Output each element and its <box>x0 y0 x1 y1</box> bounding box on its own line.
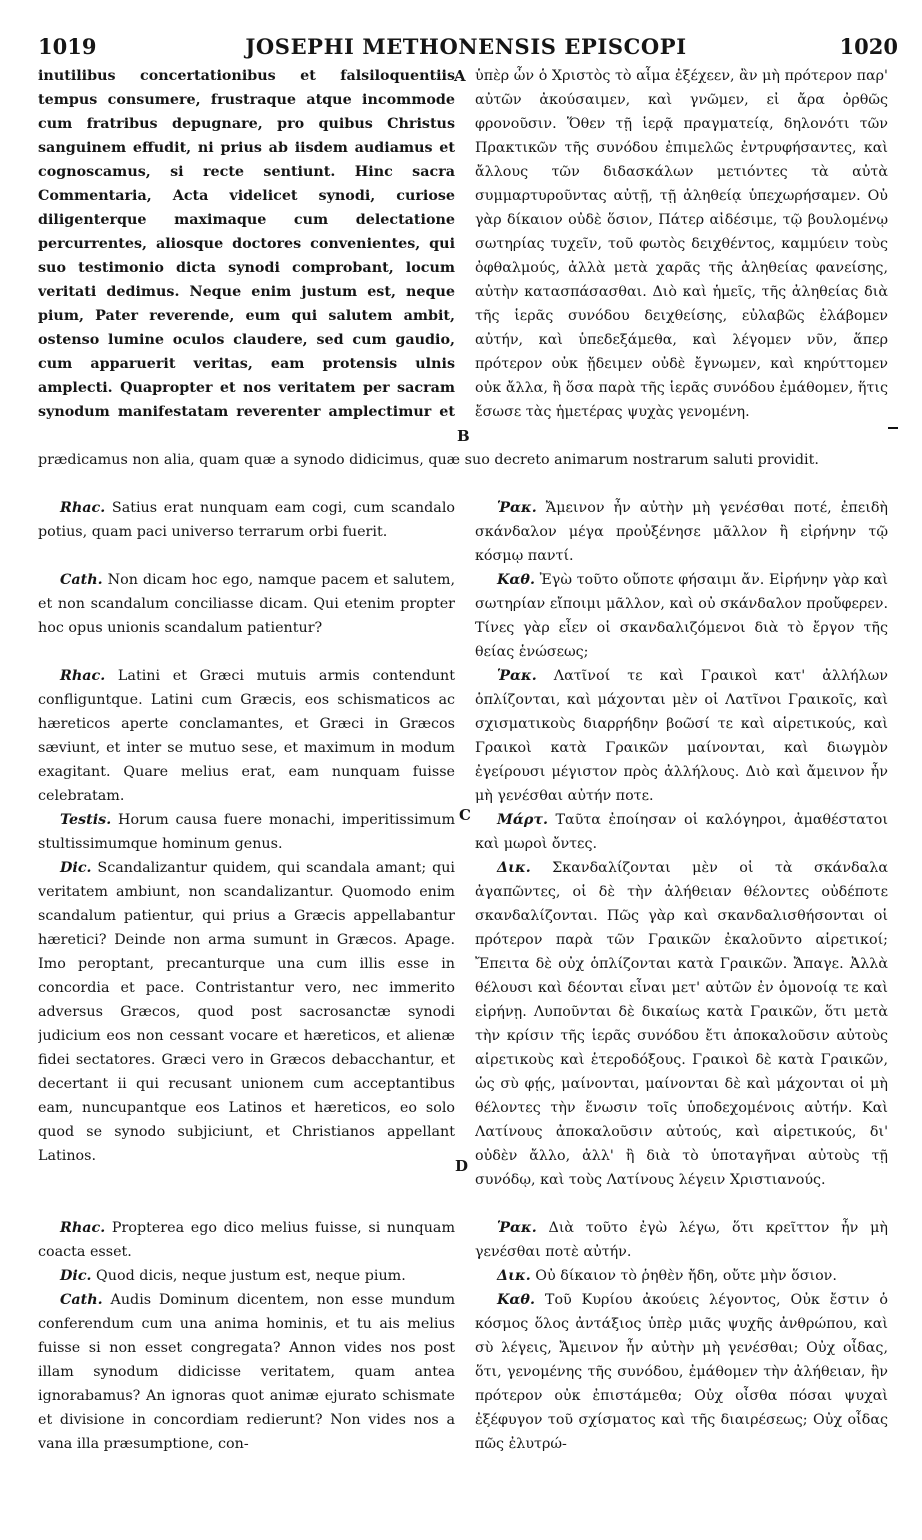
speech-text: Λατῖνοί τε καὶ Γραικοὶ κατ' ἀλλήλων ὁπλίζονται, καὶ μάχονται μὲν οἱ Λατῖνοι Γραικοῖς, καὶ σχισματικοὺς διαρρήδην βοῶσί τε καὶ αἱρετικούς, καὶ Γραικοὶ κατὰ Γραικῶν μαίνονται, καὶ διωγμὸν ἐγείρουσι μέγιστον πρὸς ἀλλήλους. Διὸ καὶ ἄμεινον ἦν μὴ γενέσθαι αὐτήν ποτε. <box>475 668 888 804</box>
latin-speech <box>38 496 455 544</box>
speech-text: Latini et Græci mutuis armis contendunt confliguntque. Latini cum Græcis, eos schismaticos ac hæreticos aperte conclamantes, et Græci in Græcos sæviunt, et inter se mutuo sese, et maximum in modum exagitant. Quare melius erat, eam nunquam fuisse celebratam. <box>38 668 455 804</box>
speech-text: Σκανδαλίζονται μὲν οἱ τὰ σκάνδαλα ἀγαπῶντες, οἱ δὲ τὴν ἀλήθειαν θέλοντες οὐδέποτε σκανδαλίζονται. Πῶς γὰρ καὶ σκανδαλισθήσονται οἱ πρότερον παρὰ τῶν Γραικῶν ἐκαλοῦντο αἱρετικοί; Ἔπειτα δὲ οὐχ ὁπλίζονται κατὰ Γραικῶν. Ἄπαγε. Ἀλλὰ θέλουσι καὶ δέονται εἶναι μετ' αὐτῶν ἐν ὁμονοίᾳ τε καὶ εἰρήνῃ. Λυποῦνται δὲ δικαίως κατὰ Γραικῶν, ὅτι μετὰ τὴν κρίσιν τῆς ἱερᾶς συνόδου ἔτι ἀποκαλοῦσιν αὐτοὺς αἱρετικοὺς καὶ ἑτεροδόξους. Γραικοὶ δὲ κατὰ Γραικῶν, ὡς σὺ φῄς, μαίνονται, μαίνονται δὲ καὶ μάχονται οἱ μὴ θέλοντες τὴν ἕνωσιν τοῖς ὑποδεχομένοις αὐτήν. Καὶ Λατίνους ἀποκαλοῦσιν αὐτούς, καὶ αἱρετικούς, δι' οὐδὲν ἄλλο, ἀλλ' ἢ διὰ τὸ ὑποταγῆναι αὐτοὺς τῇ συνόδῳ, καὶ τοὺς Λατίνους λέγειν Χριστιανούς. <box>475 860 888 1188</box>
speaker-label: Rhac. <box>60 1220 106 1236</box>
full-width-line: prædicamus non alia, quam quæ a synodo didicimus, quæ suo decreto animarum nostrarum saluti providit. <box>38 452 819 468</box>
speaker-label: Rhac. <box>60 500 106 516</box>
speech-text: Propterea ego dico melius fuisse, si nunquam coacta esset. <box>38 1220 455 1260</box>
margin-letter-a: A <box>454 67 466 85</box>
latin-speech <box>38 664 455 808</box>
greek-speech <box>475 1264 888 1288</box>
margin-letter-c: C <box>459 806 471 824</box>
speaker-label: Rhac. <box>60 668 106 684</box>
page-number-right: 1020 <box>839 34 898 59</box>
speaker-label: Dic. <box>60 1268 92 1284</box>
speech-text: Audis Dominum dicentem, non esse mundum conferendum cum una anima hominis, et tu ais melius fuisse si non esset congregata? Annon vides nos post illam synodum didicisse veritatem, quam antea ignorabamus? An ignoras quot animæ ejurato schismate et divisione in concordiam redierunt? Non vides nos a vana illa præsumptione, con- <box>38 1292 455 1452</box>
speaker-label: Δικ. <box>497 1268 531 1284</box>
speaker-label: Μάρτ. <box>497 812 548 828</box>
speech-text: Ἐγὼ τοῦτο οὔποτε φήσαιμι ἄν. Εἰρήνην γὰρ καὶ σωτηρίαν εἴποιμι μᾶλλον, καὶ οὐ σκάνδαλον προὔφερεν. Τίνες γὰρ εἶεν οἱ σκανδαλιζόμενοι διὰ τὸ ἔργον τῆς θείας ἑνώσεως; <box>475 572 888 660</box>
speech-text: Ἄμεινον ἦν αὐτὴν μὴ γενέσθαι ποτέ, ἐπειδὴ σκάνδαλον μέγα προὐξένησε μᾶλλον ἢ εἰρήνην τῷ κόσμῳ παντί. <box>475 500 888 564</box>
speaker-label: Cath. <box>60 1292 103 1308</box>
greek-dialogue-column <box>475 496 888 1506</box>
greek-intro-paragraph: ὑπὲρ ὧν ὁ Χριστὸς τὸ αἷμα ἐξέχεεν, ἂν μὴ πρότερον παρ' αὐτῶν ἀκούσαιμεν, καὶ γνῶμεν, εἰ ἄρα ὀρθῶς φρονοῦσιν. Ὅθεν τῇ ἱερᾷ πραγματείᾳ, δηλονότι τῶν Πρακτικῶν τῆς συνόδου ἐπιμελῶς ἐντρυφήσαντες, καὶ ἄλλους τῶν διδασκάλων μετιόντες τὰ αὐτὰ συμμαρτυροῦντας αὐτῇ, τῇ ἀληθείᾳ ὑπεχωρήσαμεν. Οὐ γὰρ δίκαιον οὐδὲ ὅσιον, Πάτερ αἰδέσιμε, τῷ βουλομένῳ σωτηρίας τυχεῖν, τοῦ φωτὸς δειχθέντος, καμμύειν τοὺς ὀφθαλμούς, ἀλλὰ μετὰ χαρᾶς τῆς ἀληθείας φανείσης, αὐτὴν κατασπάσασθαι. Διὸ καὶ ἡμεῖς, τῆς ἀληθείας διὰ τῆς ἱερᾶς συνόδου δειχθείσης, εὐλαβῶς ἐλάβομεν αὐτήν, καὶ ὑπεδεξάμεθα, καὶ λέγομεν νῦν, ἅπερ πρότερον οὐκ ᾔδειμεν οὐδὲ ἔγνωμεν, καὶ κηρύττομεν οὐκ ἄλλα, ἢ ὅσα παρὰ τῆς ἱερᾶς συνόδου ἐμάθομεν, ἥτις ἔσωσε τὰς ἡμετέρας ψυχὰς γενομένη. <box>475 68 888 420</box>
page-number-left: 1019 <box>38 34 97 59</box>
greek-speech <box>475 496 888 568</box>
speaker-label: Dic. <box>60 860 92 876</box>
latin-speech <box>38 1264 455 1288</box>
greek-speech <box>475 568 888 664</box>
latin-speech <box>38 808 455 856</box>
latin-speech <box>38 1288 455 1456</box>
scan-mark <box>888 427 898 429</box>
speech-text: Quod dicis, neque justum est, neque pium. <box>91 1268 406 1284</box>
speaker-label: Cath. <box>60 572 103 588</box>
running-title: JOSEPHI METHONENSIS EPISCOPI <box>245 34 687 59</box>
speech-text: Horum causa fuere monachi, imperitissimum stultissimumque hominum genus. <box>38 812 455 852</box>
speaker-label: Ῥακ. <box>497 500 537 516</box>
greek-speech <box>475 1288 888 1456</box>
speech-text: Ταῦτα ἐποίησαν οἱ καλόγηροι, ἀμαθέστατοι καὶ μωροὶ ὄντες. <box>475 812 888 852</box>
page-header <box>30 30 902 64</box>
latin-speech <box>38 568 455 640</box>
greek-speech <box>475 808 888 856</box>
speaker-label: Ῥακ. <box>497 1220 537 1236</box>
greek-speech <box>475 1216 888 1264</box>
speaker-label: Testis. <box>60 812 112 828</box>
margin-letter-d: D <box>455 1157 469 1175</box>
speaker-label: Καθ. <box>497 572 535 588</box>
latin-intro-paragraph: inutilibus concertationibus et falsiloquentiis tempus consumere, frustraque atque incommode cum fratribus depugnare, pro quibus Christus sanguinem effudit, ni prius ab iisdem audiamus et cognoscamus, si recte sentiunt. Hinc sacra Commentaria, Acta videlicet synodi, curiose diligenterque maximaque cum delectatione percurrentes, aliosque doctores convenientes, qui suo testimonio dicta synodi comprobant, locum veritati dedimus. Neque enim justum est, neque pium, Pater reverende, eum qui salutem ambit, ostenso lumine oculos claudere, sed cum gaudio, cum apparuerit veritas, eam protensis ulnis amplecti. Quapropter et nos veritatem per sacram synodum manifestatam reverenter amplectimur et <box>38 68 455 420</box>
speech-text: Τοῦ Κυρίου ἀκούεις λέγοντος, Οὐκ ἔστιν ὁ κόσμος ὅλος ἀντάξιος ὑπὲρ μιᾶς ψυχῆς ἀνθρώπου, καὶ σὺ λέγεις, Ἄμεινον ἦν αὐτὴν μὴ γενέσθαι; Οὐχ οἶδας, ὅτι, γενομένης τῆς συνόδου, ἐμάθομεν τὴν ἀλήθειαν, ἣν πρότερον οὐκ ἐπιστάμεθα; Οὐχ οἶσθα πόσαι ψυχαὶ ἐξέφυγον τοῦ σχίσματος καὶ τῆς διαιρέσεως; Οὐχ οἶδας πῶς ἐλυτρώ- <box>475 1292 888 1452</box>
latin-speech <box>38 856 455 1168</box>
speech-text: Οὐ δίκαιον τὸ ῥηθὲν ἤδη, οὔτε μὴν ὅσιον. <box>530 1268 837 1284</box>
speaker-label: Καθ. <box>497 1292 535 1308</box>
speech-text: Satius erat nunquam eam cogi, cum scandalo potius, quam paci universo terrarum orbi fuerit. <box>38 500 455 540</box>
greek-speech <box>475 856 888 1192</box>
margin-letter-b: B <box>457 427 470 445</box>
speaker-label: Ῥακ. <box>497 668 537 684</box>
speech-text: Διὰ τοῦτο ἐγὼ λέγω, ὅτι κρεῖττον ἦν μὴ γενέσθαι ποτὲ αὐτήν. <box>475 1220 888 1260</box>
speaker-label: Δικ. <box>497 860 531 876</box>
latin-dialogue-column <box>38 496 455 1506</box>
greek-speech <box>475 664 888 808</box>
latin-speech <box>38 1216 455 1264</box>
speech-text: Scandalizantur quidem, qui scandala amant; qui veritatem ambiunt, non scandalizantur. Quomodo enim scandalum patientur, qui prius a Græcis appellabantur hæretici? Deinde non arma sumunt in Græcos. Apage. Imo peroptant, precanturque una cum illis esse in concordia et pace. Contristantur vero, nec immerito adversus Græcos, quod post sacrosanctæ synodi judicium eos non cessant vocare et hæreticos, et alienæ fidei sectatores. Græci vero in Græcos debacchantur, et decertant ii qui recusant unionem cum acceptantibus eam, nuncupantque eos Latinos et hæreticos, eo solo quod se synodo subjiciunt, et Christianos appellant Latinos. <box>38 860 455 1164</box>
speech-text: Non dicam hoc ego, namque pacem et salutem, et non scandalum conciliasse dicam. Qui etenim propter hoc opus unionis scandalum patientur? <box>38 572 455 636</box>
